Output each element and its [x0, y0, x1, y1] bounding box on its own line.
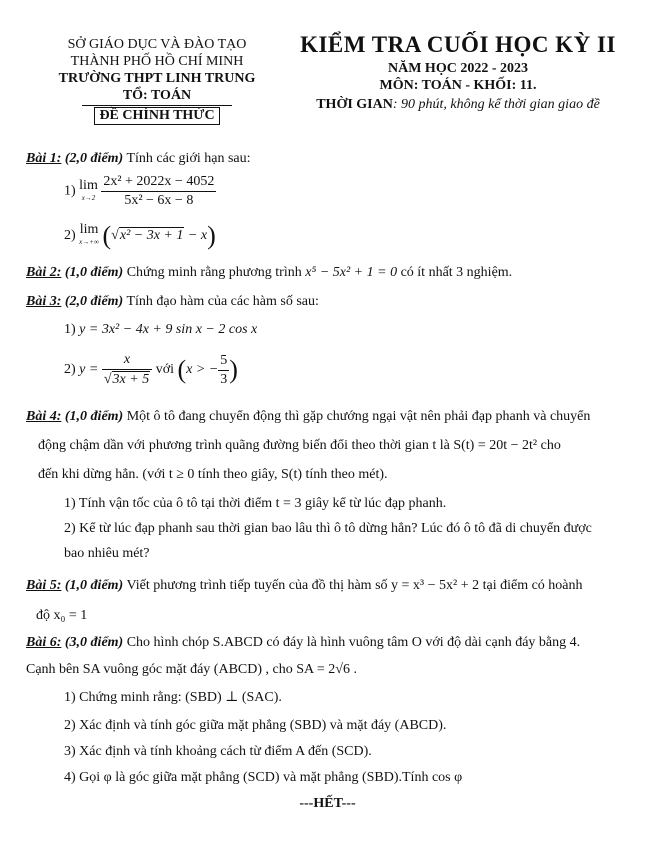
group-name: TỔ: TOÁN — [122, 88, 192, 103]
q2-text-2: có ít nhất 3 nghiệm. — [397, 265, 513, 280]
question-6 — [26, 629, 636, 683]
lim-word: lim — [79, 222, 99, 237]
lim-sub: x→+∞ — [79, 238, 99, 246]
school-name: TRƯỜNG THPT LINH TRUNG — [58, 71, 256, 86]
q5-line-1 — [26, 571, 636, 601]
q3-item-2-fraction — [102, 352, 152, 388]
fraction-numerator: x — [102, 352, 152, 370]
q5-points: (1,0 điểm) — [64, 578, 124, 593]
q3-item-2 — [64, 352, 238, 388]
paren-close: ) — [229, 355, 238, 384]
q4-item-2-line-2: bao nhiêu mét? — [64, 546, 150, 561]
q1-item-1-fraction — [101, 174, 216, 209]
q6-item-3: 3) Xác định và tính khoảng cách từ điểm A đến (SCD). — [64, 744, 372, 759]
q6-number: Bài 6: — [26, 635, 62, 650]
q3-item-1-label: 1) — [64, 322, 76, 337]
q6-line-2: Cạnh bên SA vuông góc mặt đáy (ABCD) , cho SA = 2√6 . — [26, 662, 357, 677]
q1-item-1-label: 1) — [64, 183, 76, 199]
q1-item-2-label: 2) — [64, 228, 76, 244]
time-label: THỜI GIAN — [316, 97, 393, 112]
q3-condition: x > − — [186, 362, 219, 378]
q1-item-2-limit — [79, 224, 99, 248]
question-2 — [26, 263, 636, 283]
q1-text: Tính các giới hạn sau: — [123, 151, 251, 166]
q6-item-1: 1) Chứng minh rằng: (SBD) ⊥ (SAC). — [64, 690, 282, 705]
lim-word: lim — [79, 177, 98, 193]
q4-line-2: động chậm dần với phương trình quãng đường biến đổi theo thời gian t là S(t) = 20t − 2t² cho — [38, 438, 561, 453]
q3-item-2-label: 2) — [64, 362, 76, 378]
q3-points: (2,0 điểm) — [64, 294, 124, 309]
q1-item-1-limit — [79, 177, 98, 204]
q3-y-equals: y = — [79, 362, 99, 378]
q5-number: Bài 5: — [26, 578, 62, 593]
fraction-denominator: 3 — [220, 371, 228, 387]
question-5 — [26, 571, 636, 631]
q2-points: (1,0 điểm) — [64, 265, 124, 280]
dept-line-2: THÀNH PHỐ HỒ CHÍ MINH — [70, 54, 244, 69]
q2-number: Bài 2: — [26, 265, 62, 280]
sqrt-content: x² − 3x + 1 — [119, 228, 184, 244]
q1-points: (2,0 điểm) — [64, 151, 124, 166]
dept-line-1: SỞ GIÁO DỤC VÀ ĐÀO TẠO — [67, 37, 247, 52]
fraction-numerator: 5 — [218, 353, 229, 371]
expr-tail: − x — [184, 228, 208, 244]
q6-item-2: 2) Xác định và tính góc giữa mặt phẳng (SBD) và mặt đáy (ABCD). — [64, 718, 447, 733]
q4-item-1: 1) Tính vận tốc của ô tô tại thời điểm t = 3 giây kể từ lúc đạp phanh. — [64, 496, 447, 511]
q4-number: Bài 4: — [26, 409, 62, 424]
sqrt-sign: √ — [111, 228, 119, 244]
time-line — [298, 96, 618, 113]
q3-number: Bài 3: — [26, 294, 62, 309]
q6-item-4: 4) Gọi φ là góc giữa mặt phẳng (SCD) và mặt phẳng (SBD).Tính cos φ — [64, 770, 463, 785]
q2-equation: x⁵ − 5x² + 1 = 0 — [305, 265, 398, 280]
paren-close: ) — [207, 221, 216, 250]
fraction-numerator: 2x² + 2022x − 4052 — [101, 174, 216, 192]
q4-item-2-line-1: 2) Kể từ lúc đạp phanh sau thời gian bao lâu thì ô tô dừng hẳn? Lúc đó ô tô đã di chuyển được — [64, 521, 592, 536]
q1-number: Bài 1: — [26, 151, 62, 166]
q6-line-1 — [26, 629, 636, 656]
q3-text: Tính đạo hàm của các hàm số sau: — [123, 294, 319, 309]
question-1 — [26, 149, 636, 169]
q5-text-1: Viết phương trình tiếp tuyến của đồ thị hàm số y = x³ − 5x² + 2 tại điểm có hoành — [123, 578, 583, 593]
subject-line: MÔN: TOÁN - KHỐI: 11. — [379, 78, 537, 93]
sqrt-content: 3x + 5 — [112, 372, 150, 387]
question-3 — [26, 292, 636, 312]
q3-item-1-equation: y = 3x² − 4x + 9 sin x − 2 cos x — [79, 322, 258, 337]
q1-item-2 — [64, 221, 216, 250]
q5-line-2: độ x₀ = 1 — [36, 608, 88, 623]
paren-open: ( — [177, 355, 187, 384]
q3-with: với — [152, 362, 178, 378]
q4-line-1 — [26, 402, 636, 431]
q3-condition-fraction — [218, 353, 229, 388]
q3-item-1 — [64, 320, 257, 340]
school-year: NĂM HỌC 2022 - 2023 — [388, 61, 528, 76]
q4-text-1: Một ô tô đang chuyển động thì gặp chướng ngại vật nên phải đạp phanh và chuyển — [123, 409, 591, 424]
q1-item-1 — [64, 174, 216, 209]
paren-open: ( — [102, 221, 112, 250]
time-value: : 90 phút, không kể thời gian giao đề — [392, 97, 600, 112]
q6-points: (3,0 điểm) — [64, 635, 124, 650]
header-right — [298, 30, 618, 113]
q4-points: (1,0 điểm) — [64, 409, 124, 424]
lim-sub: x→2 — [81, 193, 96, 202]
q4-line-3: đến khi dừng hẳn. (với t ≥ 0 tính theo giây, S(t) tính theo mét). — [38, 467, 388, 482]
q2-text: Chứng minh rằng phương trình — [123, 265, 306, 280]
exam-title: KIỂM TRA CUỐI HỌC KỲ II — [300, 32, 616, 57]
end-marker: ---HẾT--- — [299, 796, 356, 811]
header-left — [52, 36, 262, 125]
official-stamp: ĐỀ CHÍNH THỨC — [94, 107, 219, 125]
question-4 — [26, 402, 636, 489]
fraction-denominator: 5x² − 6x − 8 — [124, 193, 194, 208]
header-divider — [82, 105, 232, 106]
fraction-denominator: √3x + 5 — [103, 372, 150, 387]
q4-item-2 — [64, 516, 634, 566]
q6-text-1: Cho hình chóp S.ABCD có đáy là hình vuông tâm O với độ dài cạnh đáy bằng 4. — [123, 635, 581, 650]
